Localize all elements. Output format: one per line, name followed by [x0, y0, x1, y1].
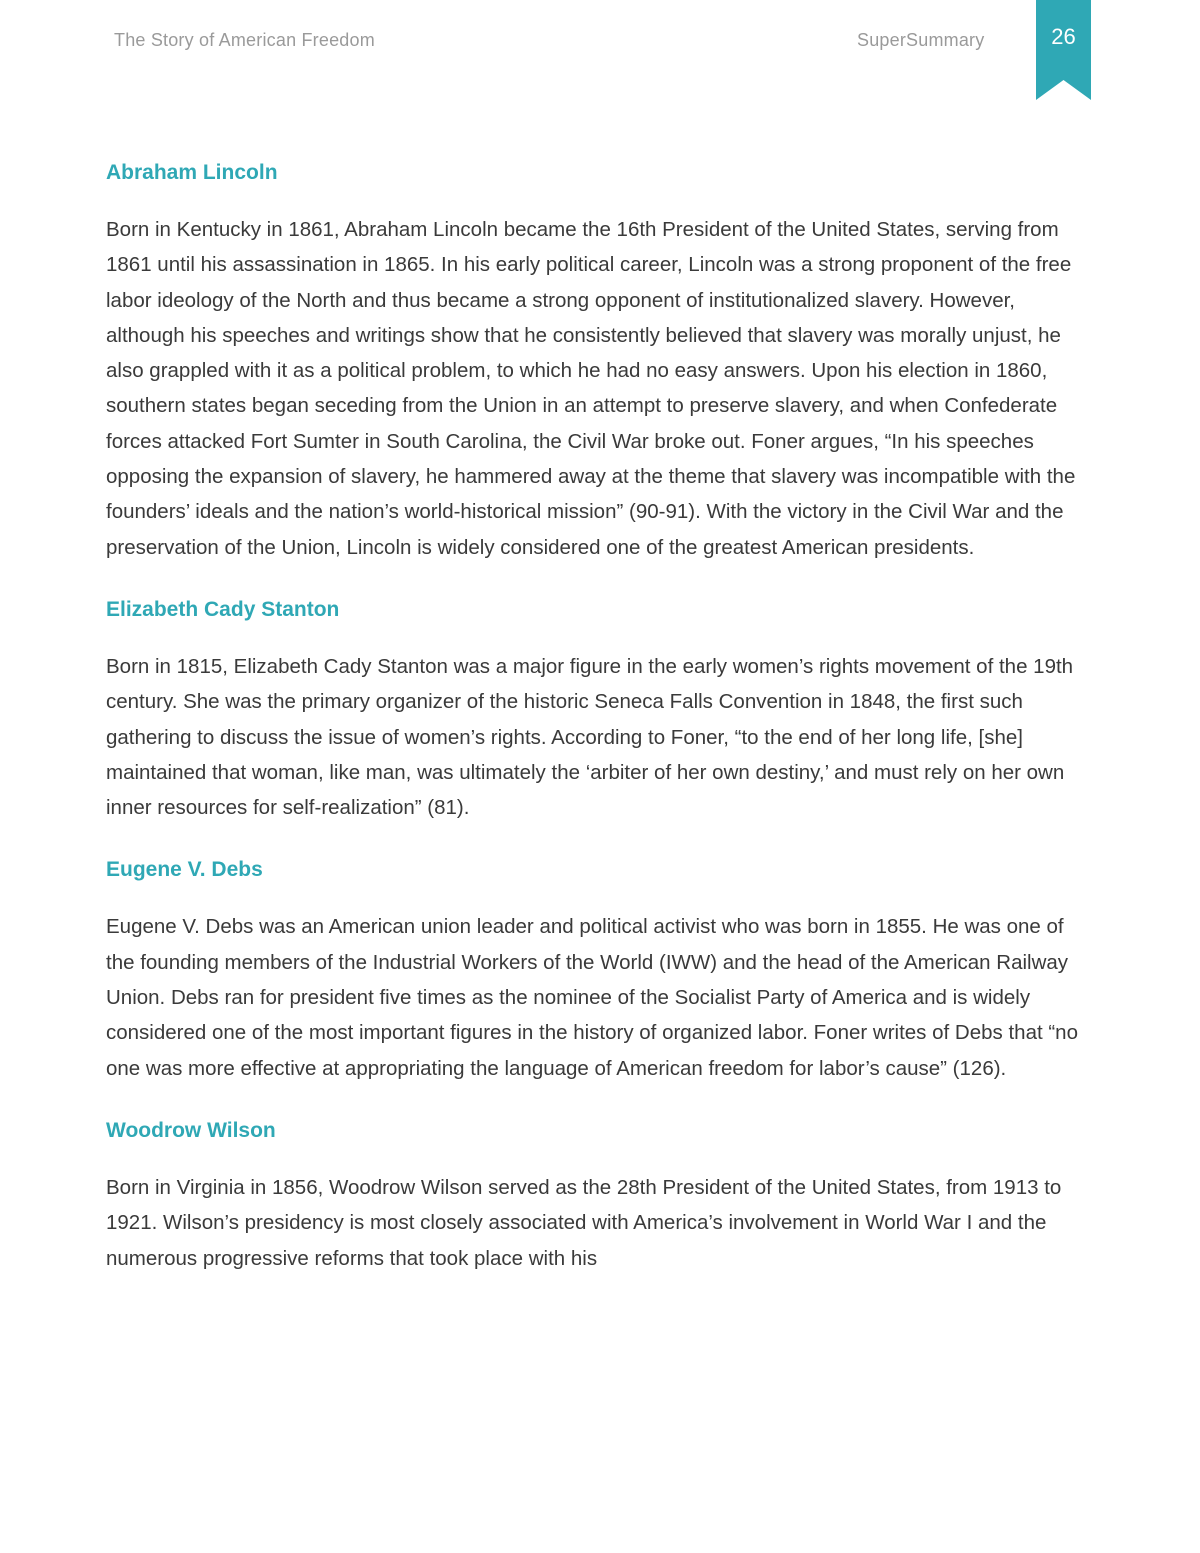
section-paragraph: Born in Kentucky in 1861, Abraham Lincoln became the 16th President of the United States, serving from 1861 until his assassination in 1865. In his early political career, Lincoln was a strong proponent of the free labor ideology of the North and thus became a strong opponent of institutionalized slavery. However, although his speeches and writings show that he consistently believed that slavery was morally unjust, he also grappled with it as a political problem, to which he had no easy answers. Upon his election in 1860, southern states began seceding from the Union in an attempt to preserve slavery, and when Confederate forces attacked Fort Sumter in South Carolina, the Civil War broke out. Foner argues, “In his speeches opposing the expansion of slavery, he hammered away at the theme that slavery was incompatible with the founders’ ideals and the nation’s world-historical mission” (90-91). With the victory in the Civil War and the preservation of the Union, Lincoln is widely considered one of the greatest American presidents.: [106, 218, 1076, 559]
section-woodrow-wilson: [106, 1113, 1096, 1276]
page-number: 26: [1051, 24, 1076, 49]
running-header-title: The Story of American Freedom: [114, 30, 375, 50]
section-heading: Eugene V. Debs: [106, 858, 263, 882]
page-bookmark-ribbon: [1036, 0, 1091, 100]
section-paragraph: Eugene V. Debs was an American union leader and political activist who was born in 1855. He was one of the founding members of the Industrial Workers of the World (IWW) and the head of the American Railway Union. Debs ran for president five times as the nominee of the Socialist Party of America and is widely considered one of the most important figures in the history of organized labor. Foner writes of Debs that “no one was more effective at appropriating the language of American freedom for labor’s cause” (126).: [106, 915, 1078, 1080]
running-header-brand: SuperSummary: [857, 30, 985, 50]
section-abraham-lincoln: [106, 155, 1096, 565]
section-eugene-debs: [106, 852, 1096, 1085]
section-heading: Elizabeth Cady Stanton: [106, 597, 340, 621]
section-paragraph: Born in 1815, Elizabeth Cady Stanton was a major figure in the early women’s rights movement of the 19th century. She was the primary organizer of the historic Seneca Falls Convention in 1848, the first such gathering to discuss the issue of women’s rights. According to Foner, “to the end of her long life, [she] maintained that woman, like man, was ultimately the ‘arbiter of her own destiny,’ and must rely on her own inner resources for self-realization” (81).: [106, 654, 1074, 820]
section-heading: Woodrow Wilson: [106, 1118, 276, 1142]
main-content: [106, 155, 1096, 1303]
section-paragraph: Born in Virginia in 1856, Woodrow Wilson served as the 28th President of the United States, from 1913 to 1921. Wilson’s presidency is most closely associated with America’s involvement in World War I and the numerous progressive reforms that took place with his: [106, 1175, 1062, 1270]
section-heading: Abraham Lincoln: [106, 161, 278, 184]
section-elizabeth-cady-stanton: [106, 592, 1096, 825]
